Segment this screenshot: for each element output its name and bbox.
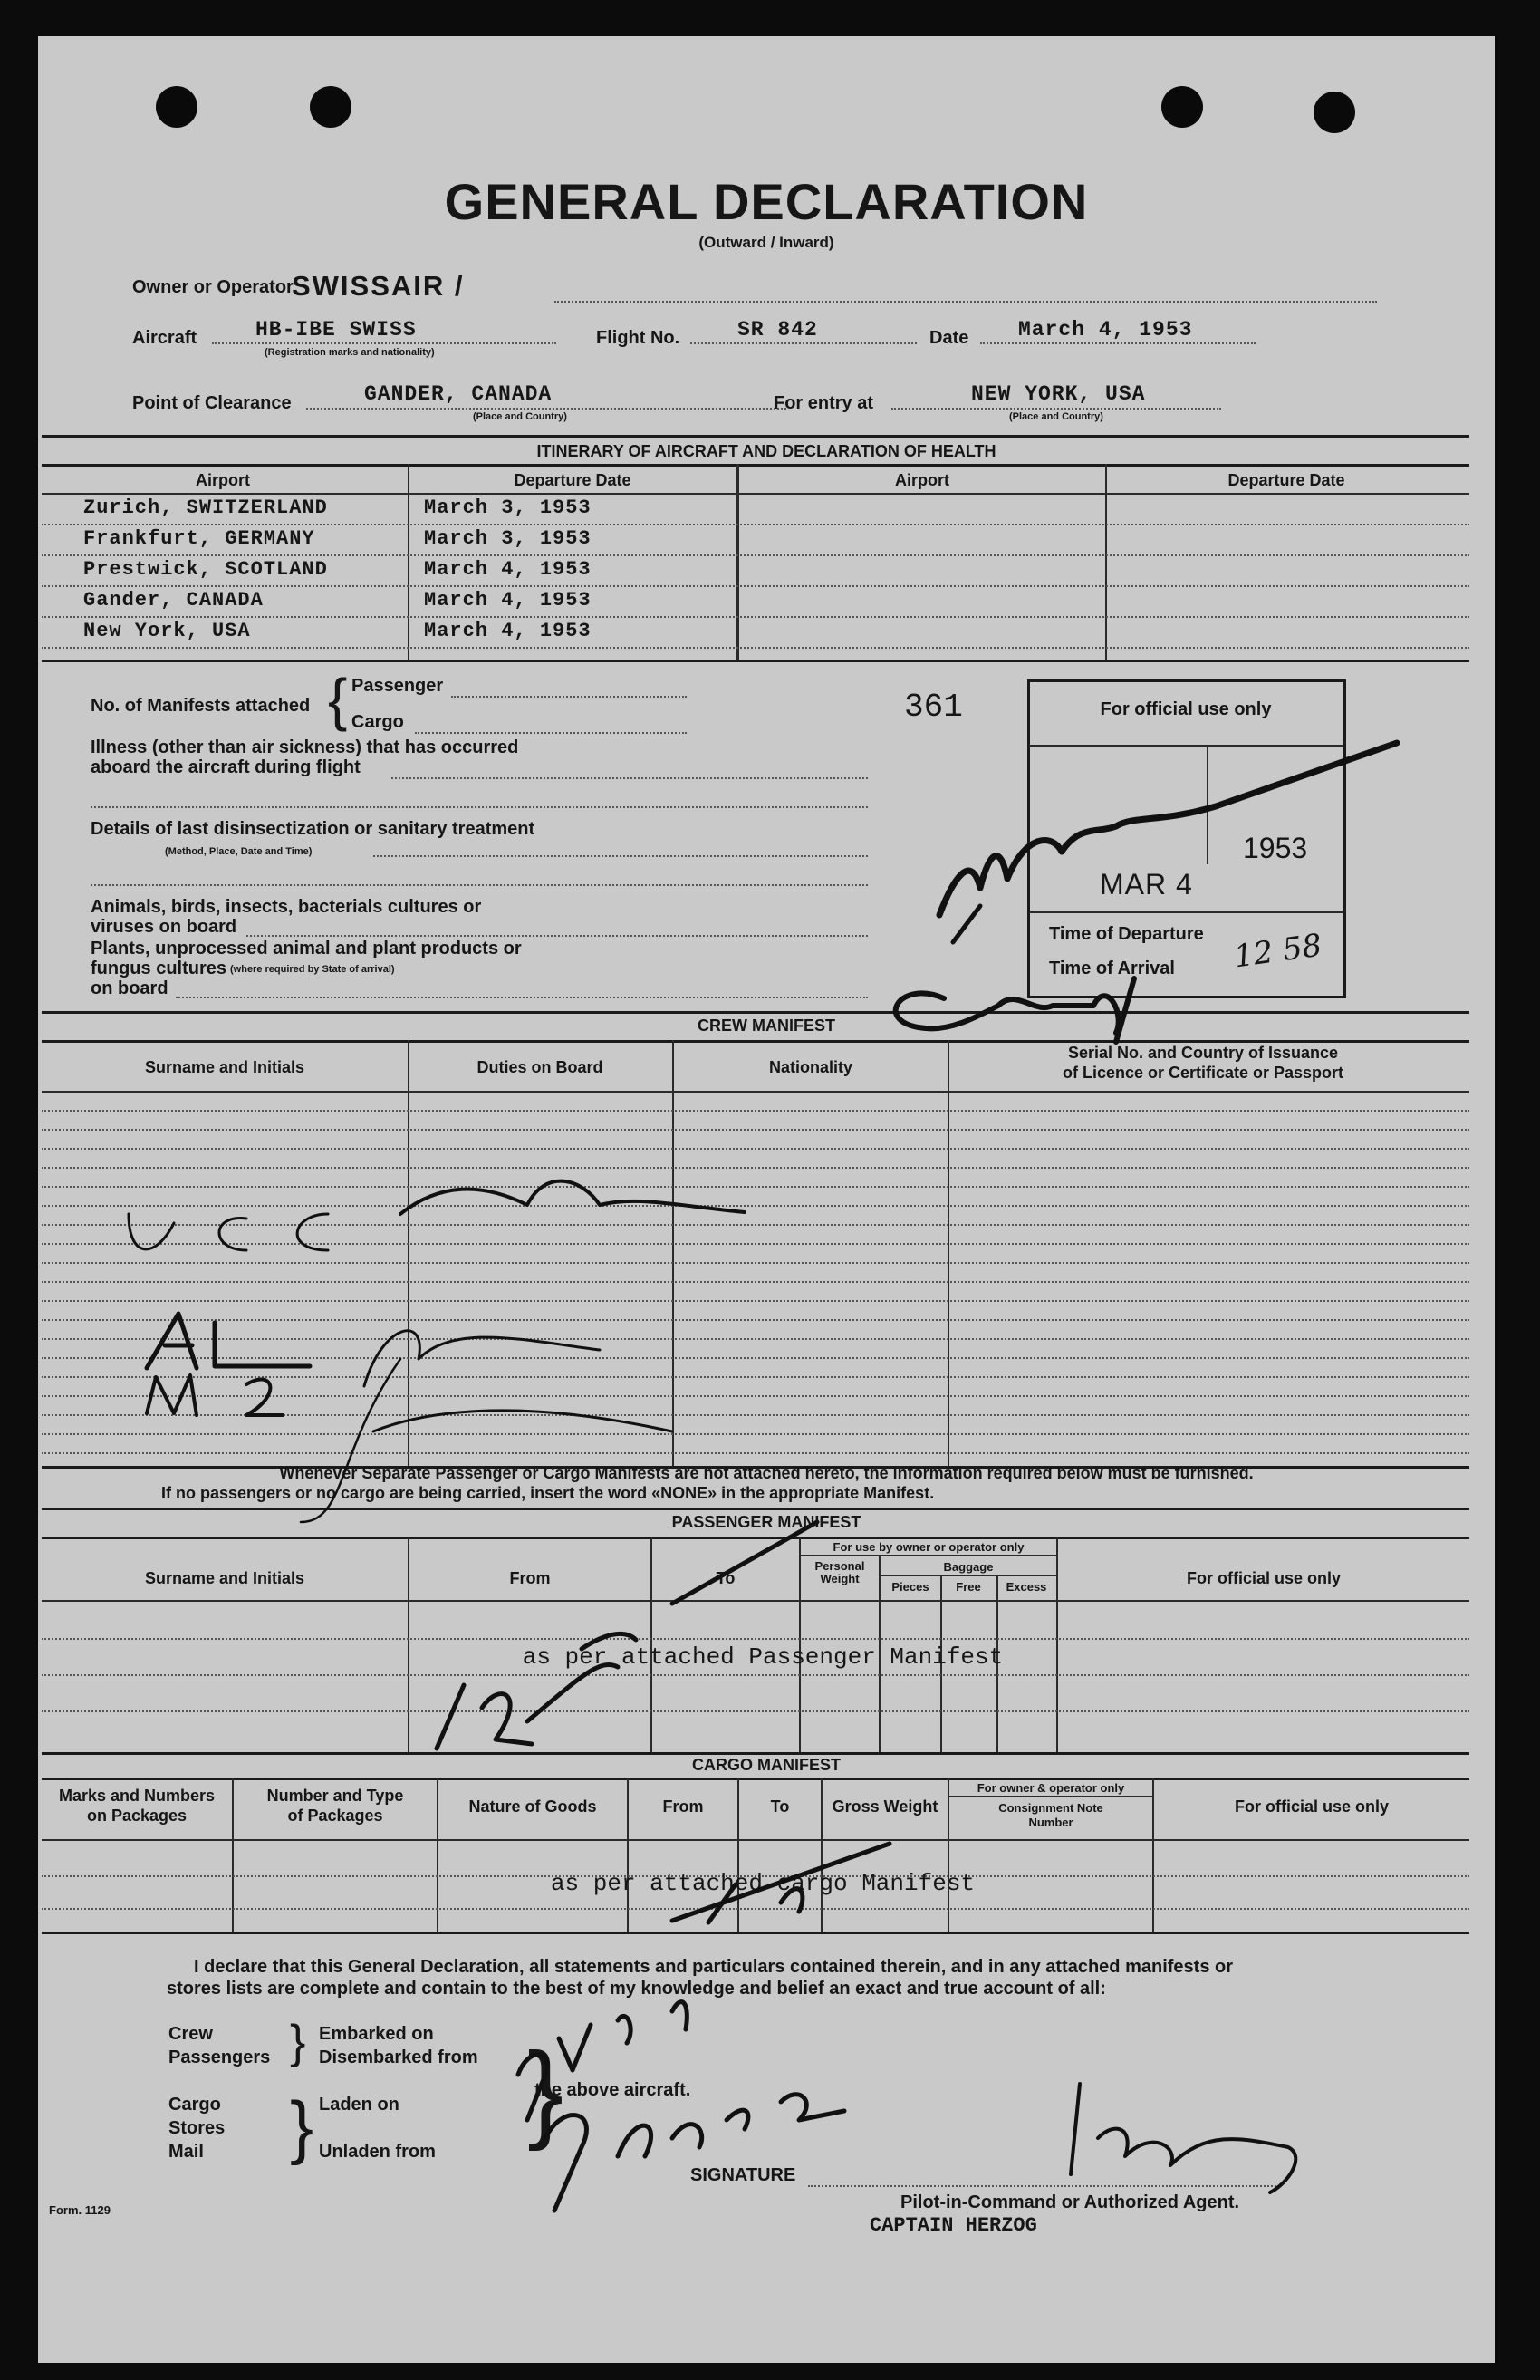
cargo-consignment-2: Number: [1028, 1816, 1073, 1829]
brace: }: [290, 2016, 306, 2068]
itinerary-col-departure-2: Departure Date: [1227, 471, 1345, 489]
manifest-cargo: Cargo: [351, 712, 404, 732]
itinerary-airport: Prestwick, SCOTLAND: [83, 558, 328, 581]
baggage-pieces: Pieces: [891, 1580, 929, 1594]
cargo-typed: as per attached cargo Manifest: [550, 1870, 976, 1897]
notice-line1: Whenever Separate Passenger or Cargo Manifests are not attached hereto, the information required below must be furnished.: [279, 1464, 1254, 1482]
itinerary-departure-date: March 3, 1953: [424, 527, 592, 550]
decl-mail: Mail: [168, 2142, 204, 2162]
crew-col-serial-1: Serial No. and Country of Issuance: [1067, 1044, 1339, 1062]
cargo-col-to: To: [770, 1797, 790, 1816]
itinerary-airport: Frankfurt, GERMANY: [83, 527, 315, 550]
signature-label: SIGNATURE: [690, 2165, 796, 2185]
aircraft-note: (Registration marks and nationality): [265, 347, 435, 358]
cargo-col-from: From: [662, 1797, 704, 1816]
clearance-label: Point of Clearance: [132, 393, 292, 413]
decl-cargo: Cargo: [168, 2095, 221, 2115]
plants-line2: fungus cultures: [91, 959, 227, 978]
disinsect-label: Details of last disinsectization or sanitary treatment: [91, 819, 535, 839]
stamp-year: 1953: [1243, 832, 1308, 864]
animals-line2: viruses on board: [91, 917, 237, 937]
itinerary-airport: New York, USA: [83, 620, 251, 642]
cargo-owner-use: For owner & operator only: [977, 1781, 1125, 1795]
pilot-label: Pilot-in-Command or Authorized Agent.: [900, 2192, 1240, 2212]
crew-col-nationality: Nationality: [768, 1058, 852, 1076]
handwritten-loop: [301, 1359, 400, 1522]
handwritten-signature: [400, 1181, 745, 1214]
cargo-col-number-1: Number and Type: [266, 1787, 404, 1805]
passenger-official: For official use only: [1186, 1569, 1342, 1587]
manifests-label: No. of Manifests attached: [91, 696, 311, 716]
stamp-date: MAR 4: [1100, 868, 1193, 901]
itinerary-col-departure: Departure Date: [514, 471, 631, 489]
itinerary-departure-date: March 4, 1953: [424, 620, 592, 642]
captain-signature: [1071, 2084, 1295, 2192]
handwritten-signature-2: [364, 1331, 672, 1431]
crew-heading: CREW MANIFEST: [698, 1017, 835, 1035]
handwritten-cargo-mark: [672, 1844, 890, 1922]
handwriting-overlay: [38, 36, 1495, 2363]
form-number: Form. 1129: [49, 2203, 111, 2217]
decl-passengers: Passengers: [168, 2048, 271, 2067]
disinsect-note: (Method, Place, Date and Time): [165, 846, 313, 857]
clearance-note: (Place and Country): [473, 411, 567, 422]
cargo-col-gross: Gross Weight: [832, 1797, 938, 1816]
flight-label: Flight No.: [596, 328, 680, 348]
cargo-heading: CARGO MANIFEST: [692, 1756, 841, 1774]
date-label: Date: [929, 328, 969, 348]
itinerary-airport: Gander, CANADA: [83, 589, 264, 612]
animals-line1: Animals, birds, insects, bacterials cultures or: [91, 897, 482, 917]
decl-disembarked: Disembarked from: [319, 2048, 478, 2067]
passenger-col-to: To: [716, 1569, 736, 1587]
plants-note: (where required by State of arrival): [230, 964, 395, 975]
entry-note: (Place and Country): [1009, 411, 1103, 422]
form-page: [38, 36, 1495, 2363]
cargo-col-nature: Nature of Goods: [468, 1797, 597, 1816]
passenger-col-surname: Surname and Initials: [144, 1569, 305, 1587]
time-arrival-label: Time of Arrival: [1049, 959, 1175, 978]
decl-embarked: Embarked on: [319, 2024, 434, 2044]
flight-value: SR 842: [737, 318, 818, 342]
cargo-col-marks-2: on Packages: [86, 1807, 188, 1825]
itinerary-departure-date: March 4, 1953: [424, 589, 592, 612]
personal-weight: Personal Weight: [814, 1559, 865, 1585]
baggage-excess: Excess: [1006, 1580, 1047, 1594]
form-title: GENERAL DECLARATION: [444, 173, 1089, 230]
date-value: March 4, 1953: [1018, 318, 1193, 342]
cargo-col-marks-1: Marks and Numbers: [58, 1787, 216, 1805]
illness-line1: Illness (other than air sickness) that has occurred: [91, 737, 519, 757]
itinerary-heading: ITINERARY OF AIRCRAFT AND DECLARATION OF HEALTH: [536, 442, 996, 460]
handwritten-9v53: [518, 2002, 687, 2120]
entry-label: For entry at: [774, 393, 874, 413]
passenger-heading: PASSENGER MANIFEST: [671, 1513, 861, 1531]
cargo-col-number-2: of Packages: [287, 1807, 383, 1825]
entry-value: NEW YORK, USA: [971, 382, 1146, 406]
crew-col-duties: Duties on Board: [476, 1058, 603, 1076]
passenger-typed: as per attached Passenger Manifest: [522, 1643, 1004, 1671]
passenger-owner-use: For use by owner or operator only: [833, 1540, 1025, 1554]
owner-value: SWISSAIR /: [292, 270, 465, 302]
cargo-official: For official use only: [1234, 1797, 1390, 1816]
handwritten-9-adults: [545, 2095, 844, 2211]
time-departure-label: Time of Departure: [1049, 924, 1204, 944]
decl-laden: Laden on: [319, 2095, 399, 2115]
cargo-consignment-1: Consignment Note: [998, 1801, 1103, 1815]
owner-label: Owner or Operator: [132, 277, 294, 297]
illness-line2: aboard the aircraft during flight: [91, 757, 361, 777]
handwritten-time: 12 58: [1231, 927, 1324, 976]
declaration-line2: stores lists are complete and contain to the best of my knowledge and belief an exact and true account of all:: [167, 1979, 1106, 1999]
aircraft-value: HB-IBE SWISS: [255, 318, 417, 342]
handwritten-al: [147, 1314, 310, 1368]
decl-stores: Stores: [168, 2118, 226, 2138]
decl-above-aircraft: the above aircraft.: [534, 2080, 691, 2100]
manifest-passenger: Passenger: [351, 676, 444, 696]
itinerary-col-airport: Airport: [196, 471, 250, 489]
official-use-title: For official use only: [1100, 699, 1272, 719]
brace: {: [328, 667, 348, 732]
brace: }: [290, 2086, 314, 2166]
decl-unladen: Unladen from: [319, 2142, 436, 2162]
notice-line2: If no passengers or no cargo are being carried, insert the word «NONE» in the appropriate Manifest.: [161, 1484, 935, 1502]
brace: }: [527, 2030, 564, 2152]
form-subtitle: (Outward / Inward): [698, 234, 834, 251]
plants-line3: on board: [91, 978, 168, 998]
baggage-label: Baggage: [943, 1560, 994, 1574]
decl-crew: Crew: [168, 2024, 213, 2044]
declaration-line1: I declare that this General Declaration, all statements and particulars contained therein, and in any attached manifests or: [194, 1957, 1234, 1977]
clearance-value: GANDER, CANADA: [364, 382, 553, 406]
crew-col-surname: Surname and Initials: [144, 1058, 305, 1076]
handwritten-slash: [953, 906, 980, 942]
passenger-col-from: From: [509, 1569, 551, 1587]
plants-line1: Plants, unprocessed animal and plant products or: [91, 939, 522, 959]
itinerary-departure-date: March 4, 1953: [424, 558, 592, 581]
itinerary-airport: Zurich, SWITZERLAND: [83, 496, 328, 519]
aircraft-label: Aircraft: [132, 328, 197, 348]
manifest-number: 361: [904, 689, 963, 726]
captain-name: CAPTAIN HERZOG: [870, 2214, 1037, 2237]
crew-col-serial-2: of Licence or Certificate or Passport: [1062, 1064, 1344, 1082]
itinerary-departure-date: March 3, 1953: [424, 496, 592, 519]
handwritten-initials: [939, 743, 1397, 915]
itinerary-col-airport-2: Airport: [895, 471, 949, 489]
baggage-free: Free: [956, 1580, 981, 1594]
